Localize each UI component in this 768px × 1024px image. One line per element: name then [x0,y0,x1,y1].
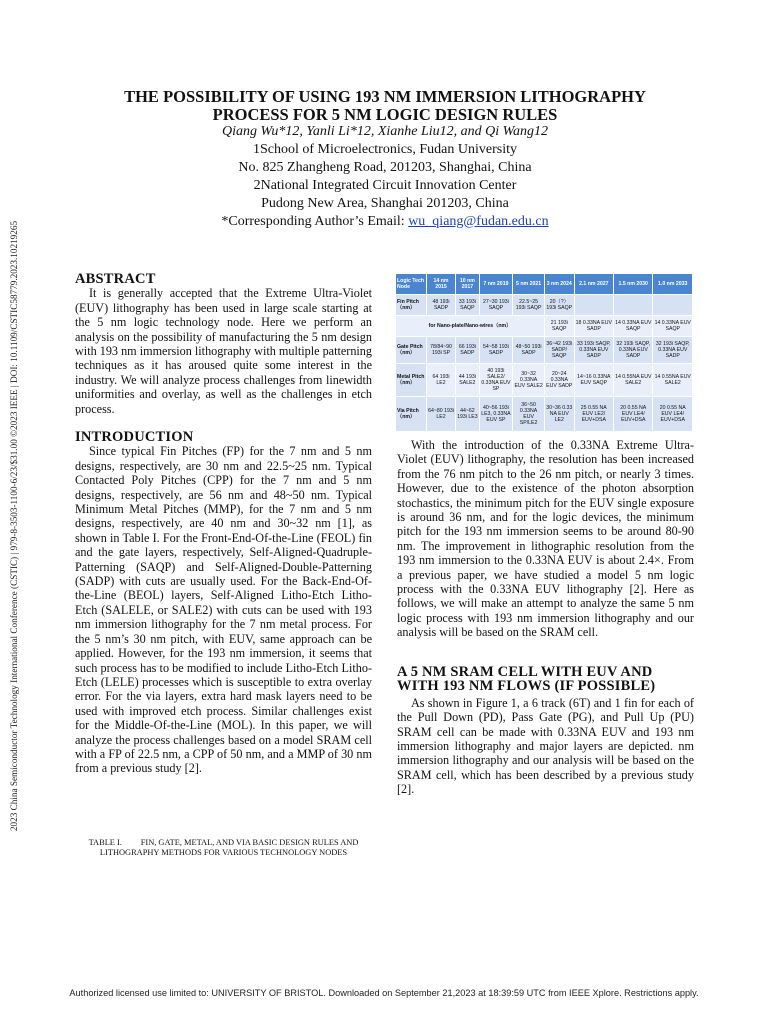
design-rules-table [395,273,693,432]
table-cell [575,295,613,315]
affiliation-2-line-1: 2National Integrated Circuit Innovation Center [253,178,517,193]
table-row-gate-pitch [396,337,692,363]
introduction-section [75,430,372,776]
right-column-text: With the introduction of the 0.33NA Extreme Ultra-Violet (EUV) lithography, the resolution has been increased from the 76 nm pitch to the 26 nm pitch, or nearly 3 times. However, due to the existence of the photon absorption stochastics, the minimum pitch for the EUV single exposure is around 36 nm, and for the logic devices, the minimum pitch for the 193 nm immersion seems to be around 80-90 nm. The improvement in lithographic resolution from the 193 nm immersion to the 0.33NA EUV is about 2.4×. From a previous paper, we have studied a model 5 nm logic process with the 0.33NA EUV lithography [2]. Here as follows, we will make an attempt to analyze the same 5 nm logic process with 193 nm immersion lithography and our analysis will be based on the SRAM cell. [397,438,694,640]
table-cell: 64 193i LE2 [427,364,455,396]
email-label: *Corresponding Author’s Email: [221,214,405,229]
title-line-2: PROCESS FOR 5 NM LOGIC DESIGN RULES [212,105,558,124]
table-caption [75,838,372,858]
table-row-metal-pitch [396,364,692,396]
table-cell: 20 0.55 NA EUV LE4/ EUV+DSA [653,397,692,431]
design-rules-table-wrap [395,273,695,432]
table-cell: 22.5~25 193i SAQP [513,295,544,315]
table-cell: 25 0.55 NA EUV LE2/ EUV+DSA [575,397,613,431]
table-cell: 36~50 0.33NA EUV SP/LE2 [513,397,544,431]
table-cell: 14 0.33NA EUV SAQP [614,316,652,336]
table-cell: 20（?）193i SAQP [545,295,574,315]
table-cell [614,295,652,315]
introduction-text: Since typical Fin Pitches (FP) for the 7 nm and 5 nm designs, respectively, are 30 nm and 22.5~25 nm. Typical Contacted Poly Pitches (CPP) for the 7 nm and 5 nm designs, respectively, are 56 nm and 48~50 nm. Typical Minimum Metal Pitches (MMP), for the 7 nm and 5 nm designs, respectively, are 40 nm and 30~32 nm [1], as shown in Table I. For the Front-End-Of-the-Line (FEOL) fin and the gate layers, respectively, Self-Aligned-Quadruple-Patterning (SAQP) and Self-Aligned-Double-Patterning (SADP) with cuts are usually used. For the Back-End-Of-the-Line (BEOL) layers, Self-Aligned Litho-Etch Litho-Etch (SALELE, or SALE2) with cuts can be used with 193 nm immersion lithography for the 7 nm metal process. For the 5 nm’s 30 nm pitch, with EUV, same approach can be applied. However, for the 193 nm immersion, it seems that such process has to be modified to include Litho-Etch Litho-Etch (LELE) processes which is susceptible to extra overlay error. For the via layers, extra hard mask layers need to be used with improved etch process. Similar challenges exist for the Middle-Of-the-Line (MOL). In this paper, we will analyze the process challenges based on a model SRAM cell with a FP of 22.5 nm, a CPP of 50 nm, and a MMP of 30 nm from a previous study [2]. [75,444,372,776]
table-cell: 54~58 193i SADP [480,337,513,363]
table-cell: 27~30 193i SAQP [480,295,513,315]
title-line-1: THE POSSIBILITY OF USING 193 NM IMMERSION LITHOGRAPHY [124,87,646,106]
table-cell: 36~42 193i SADP/ SAQP [545,337,574,363]
abstract-section [75,272,372,416]
table-header-row [396,274,692,294]
table-header-cell: 3 nm 2024 [545,274,574,294]
table-cell: 32 193i SAQP, 0.33NA EUV SADP [614,337,652,363]
doi-sidebar [6,186,22,866]
table-cell: 32 193i SAQP, 0.33NA EUV SADP [653,337,692,363]
table-cell: 40 193i SALE2/ 0.33NA EUV SP [480,364,513,396]
section-sram-heading [397,665,694,694]
table-cell: 40~56 193i LE3, 0.33NA EUV SP [480,397,513,431]
table-header-cell: 7 nm 2019 [480,274,513,294]
table-cell: 20 0.55 NA EUV LE4/ EUV+DSA [614,397,652,431]
affiliation-1-line-1: 1School of Microelectronics, Fudan University [252,142,517,157]
doi-sidebar-text: 2023 China Semiconductor Technology International Conference (CSTIC) | 979-8-3503-1100-6/23/$31.00 ©2023 IEEE | DOI: 10.1109/CSTIC58779.2023.10219265 [9,220,19,832]
table-cell-nano-label: for Nano-plate/Nano-wires（nm） [396,316,544,336]
table-header-cell: 14 nm 2015 [427,274,455,294]
table-cell: 20~24 0.33NA EUV SADP [545,364,574,396]
table-row-via-pitch [396,397,692,431]
table-row-nano [396,316,692,336]
table-cell: 64~80 193i LE2 [427,397,455,431]
abstract-heading: ABSTRACT [75,271,156,287]
section-sram-heading-line-1: A 5 NM SRAM CELL WITH EUV AND [397,664,653,680]
table-cell: 30~32 0.33NA EUV SALE2 [513,364,544,396]
table-cell: 18 0.33NA EUV SADP [575,316,613,336]
right-column-intro [397,438,694,640]
table-row-label: Fin Pitch（nm） [396,295,426,315]
section-sram-text: As shown in Figure 1, a 6 track (6T) and 1 fin for each of the Pull Down (PD), Pass Gate (PG), and Pull Up (PU) SRAM cell can be made with 0.33NA EUV and 193 nm immersion lithography and major layers are depicted. nm immersion lithography and our analysis will be based on the SRAM cell, which has been described by a previous study [2]. [397,695,694,797]
section-sram-heading-line-2: WITH 193 NM FLOWS (IF POSSIBLE) [397,678,656,695]
affiliation-2-line-2: Pudong New Area, Shanghai 201203, China [261,196,509,211]
corresponding-email-line [60,213,710,231]
email-link[interactable]: wu_qiang@fudan.edu.cn [408,214,549,229]
table-caption-line-2: LITHOGRAPHY METHODS FOR VARIOUS TECHNOLOGY NODES [99,848,348,857]
table-header-cell: 1.0 nm 2033 [653,274,692,294]
table-cell: 33 193i SAQP, 0.33NA EUV SADP [575,337,613,363]
section-sram [397,665,694,797]
table-header-cell: Logic Tech Node [396,274,426,294]
table-cell: 14~16 0.33NA EUV SAQP [575,364,613,396]
abstract-text: It is generally accepted that the Extreme Ultra-Violet (EUV) lithography has been used in large scale starting at the 5 nm logic technology node. Here we perform an analysis on the possibility of manufacturing the 5 nm design with 193 nm immersion lithography with multiple patterning techniques as it has aroused quite some interest in the industry. We will analyze process challenges from linewidth uniformities and overlay, as well as the challenges in etch process. [75,286,372,416]
table-caption-line-1: FIN, GATE, METAL, AND VIA BASIC DESIGN RULES AND [140,838,359,847]
table-header-cell: 1.5 nm 2030 [614,274,652,294]
introduction-heading: INTRODUCTION [75,429,194,445]
table-cell [653,295,692,315]
table-cell: 44~62 193i LE3 [456,397,479,431]
table-row-label: Gate Pitch（nm） [396,337,426,363]
table-cell: 14 0.33NA EUV SAQP [653,316,692,336]
affiliation-1-line-2: No. 825 Zhangheng Road, 201203, Shanghai, China [238,160,532,175]
table-cell: 44 193i SALE2 [456,364,479,396]
table-cell: 66 193i SADP [456,337,479,363]
table-cell: 21 193i SAQP [545,316,574,336]
author-block [60,123,710,231]
table-cell: 14 0.55NA EUV SALE2 [653,364,692,396]
table-cell: 30~36 0.33 NA EUV LE2 [545,397,574,431]
table-header-cell: 5 nm 2021 [513,274,544,294]
table-cell: 33 193i SAQP [456,295,479,315]
table-cell: 48 193i SADP [427,295,455,315]
table-row-label: Via Pitch（nm） [396,397,426,431]
table-header-cell: 2.1 nm 2027 [575,274,613,294]
author-names: Qiang Wu*12, Yanli Li*12, Xianhe Liu12, and Qi Wang12 [221,124,549,139]
table-cell: 78/84~90 193i SP [427,337,455,363]
license-footer: Authorized licensed use limited to: UNIVERSITY OF BRISTOL. Downloaded on September 21,2023 at 18:39:59 UTC from IEEE Xplore. Restrictions apply. [69,988,699,998]
table-caption-label: TABLE I. [88,838,122,847]
table-row-fin-pitch [396,295,692,315]
table-row-label: Metal Pitch（nm） [396,364,426,396]
table-cell: 48~50 193i SADP [513,337,544,363]
table-header-cell: 10 nm 2017 [456,274,479,294]
paper-title [60,88,710,124]
table-cell: 14 0.55NA EUV SALE2 [614,364,652,396]
